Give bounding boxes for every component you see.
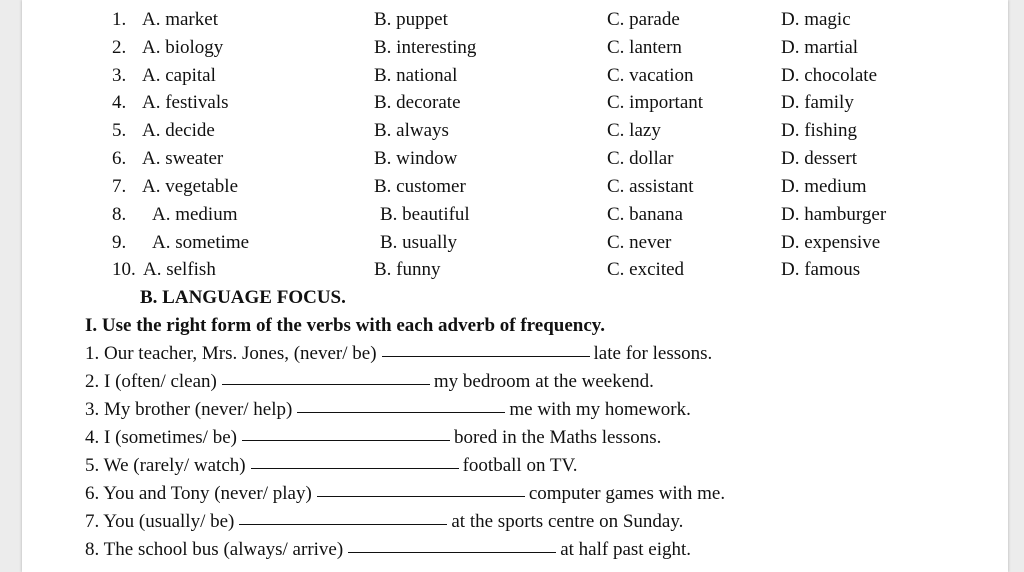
option-c: C. dollar [607, 148, 674, 169]
option-a: A. market [142, 9, 218, 30]
question-rest: computer games with me. [528, 483, 726, 504]
option-b: B. beautiful [380, 204, 470, 225]
question-prompt: 7. You (usually/ be) [85, 511, 235, 532]
option-d: D. dessert [781, 148, 857, 169]
question-rest: bored in the Maths lessons. [453, 427, 662, 448]
option-d: D. expensive [781, 232, 881, 253]
worksheet [22, 0, 1008, 572]
answer-blank[interactable] [382, 338, 590, 357]
section-heading: B. LANGUAGE FOCUS. [140, 287, 346, 308]
question-number: 8. [112, 204, 127, 225]
option-c: C. parade [607, 9, 680, 30]
option-d: D. magic [781, 9, 851, 30]
exercise-heading: I. Use the right form of the verbs with each adverb of frequency. [85, 315, 605, 336]
option-d: D. hamburger [781, 204, 887, 225]
option-b: B. customer [374, 176, 466, 197]
question-prompt: 6. You and Tony (never/ play) [85, 483, 312, 504]
option-d: D. fishing [781, 120, 857, 141]
question-prompt: 4. I (sometimes/ be) [85, 427, 237, 448]
option-a: A. decide [142, 120, 215, 141]
option-b: B. puppet [374, 9, 448, 30]
option-c: C. banana [607, 204, 683, 225]
question-number: 1. [112, 9, 127, 30]
question-number: 10. [112, 259, 136, 280]
option-d: D. famous [781, 259, 861, 280]
option-d: D. family [781, 92, 854, 113]
question-row [85, 452, 578, 480]
option-b: B. interesting [374, 37, 477, 58]
option-a: A. festivals [142, 92, 229, 113]
option-b: B. always [374, 120, 449, 141]
question-row [85, 396, 691, 424]
option-d: D. chocolate [781, 65, 878, 86]
answer-blank[interactable] [317, 478, 525, 497]
answer-blank[interactable] [242, 422, 450, 441]
question-rest: at half past eight. [560, 539, 692, 560]
answer-blank[interactable] [348, 534, 556, 553]
question-row [85, 536, 691, 564]
option-c: C. lantern [607, 37, 682, 58]
question-prompt: 1. Our teacher, Mrs. Jones, (never/ be) [85, 343, 377, 364]
option-b: B. funny [374, 259, 441, 280]
option-c: C. vacation [607, 65, 694, 86]
question-number: 9. [112, 232, 127, 253]
question-prompt: 5. We (rarely/ watch) [85, 455, 246, 476]
question-number: 7. [112, 176, 127, 197]
question-rest: late for lessons. [593, 343, 713, 364]
option-b: B. national [374, 65, 458, 86]
option-a: A. selfish [143, 259, 216, 280]
question-rest: at the sports centre on Sunday. [451, 511, 684, 532]
question-number: 4. [112, 92, 127, 113]
answer-blank[interactable] [297, 394, 505, 413]
answer-blank[interactable] [251, 450, 459, 469]
question-row [85, 480, 725, 508]
option-a: A. sometime [152, 232, 250, 253]
option-c: C. assistant [607, 176, 694, 197]
option-d: D. medium [781, 176, 867, 197]
answer-blank[interactable] [222, 366, 430, 385]
question-rest: me with my homework. [509, 399, 691, 420]
option-a: A. capital [142, 65, 216, 86]
option-d: D. martial [781, 37, 859, 58]
question-prompt: 3. My brother (never/ help) [85, 399, 293, 420]
question-number: 2. [112, 37, 127, 58]
option-a: A. biology [142, 37, 224, 58]
option-c: C. important [607, 92, 704, 113]
question-prompt: 2. I (often/ clean) [85, 371, 217, 392]
option-b: B. usually [380, 232, 458, 253]
question-prompt: 8. The school bus (always/ arrive) [85, 539, 344, 560]
question-row [85, 508, 683, 536]
option-b: B. window [374, 148, 458, 169]
option-c: C. lazy [607, 120, 661, 141]
option-a: A. sweater [142, 148, 224, 169]
option-c: C. excited [607, 259, 685, 280]
answer-blank[interactable] [239, 506, 447, 525]
option-c: C. never [607, 232, 672, 253]
question-number: 6. [112, 148, 127, 169]
option-b: B. decorate [374, 92, 461, 113]
question-row [85, 368, 654, 396]
option-a: A. medium [152, 204, 238, 225]
question-row [85, 340, 712, 368]
option-a: A. vegetable [142, 176, 239, 197]
question-rest: football on TV. [462, 455, 578, 476]
document-page [22, 0, 1008, 572]
question-number: 5. [112, 120, 127, 141]
question-row [85, 424, 661, 452]
question-rest: my bedroom at the weekend. [433, 371, 654, 392]
question-number: 3. [112, 65, 127, 86]
